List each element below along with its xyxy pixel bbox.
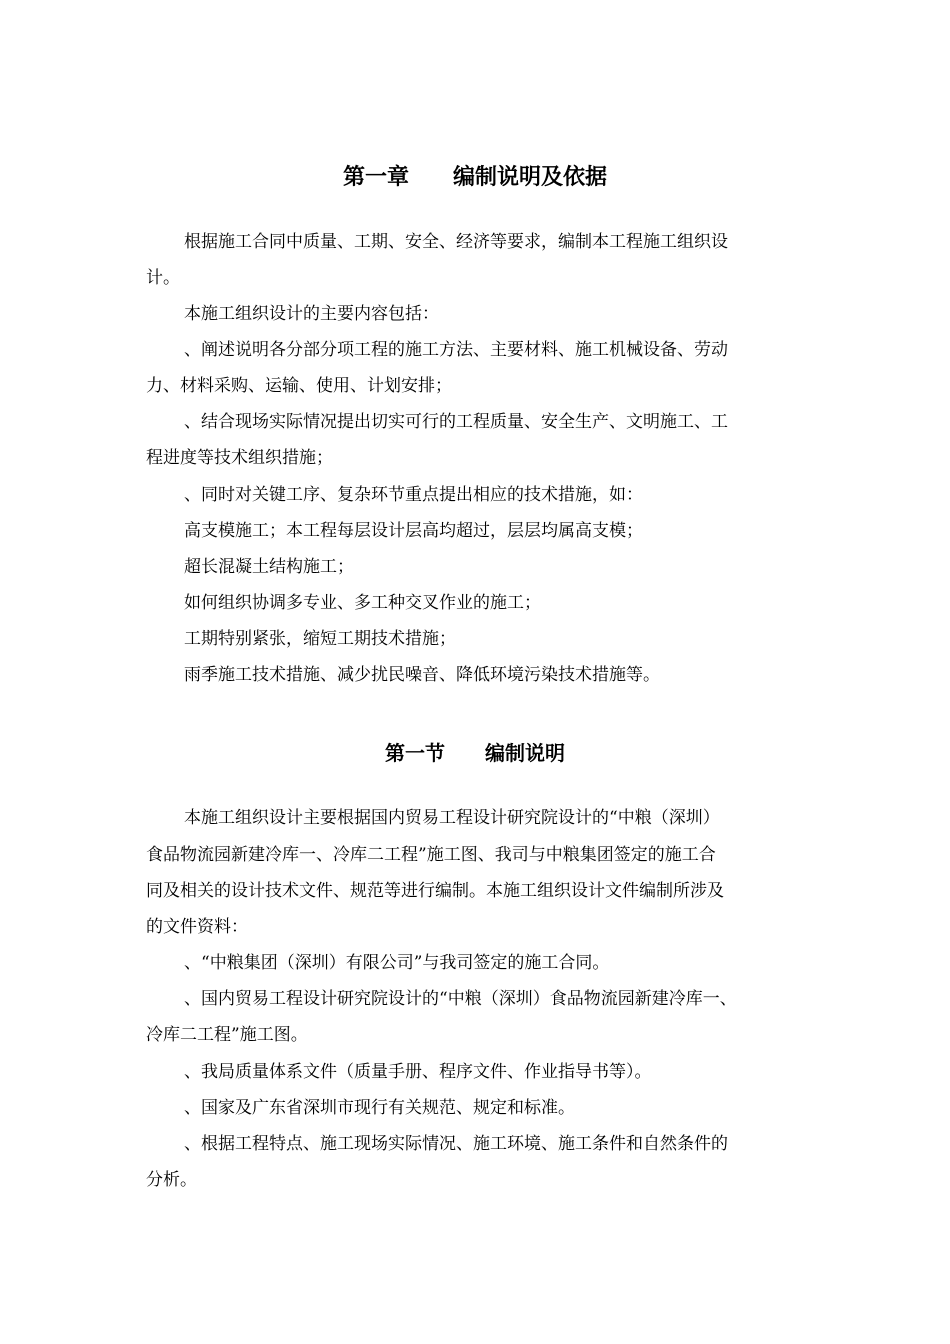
paragraph-line: 本施工组织设计主要根据国内贸易工程设计研究院设计的“中粮（深圳）: [184, 808, 720, 828]
list-item-line: 、国家及广东省深圳市现行有关规范、规定和标准。: [184, 1098, 575, 1118]
list-item-line: 、阐述说明各分部分项工程的施工方法、主要材料、施工机械设备、劳动: [184, 340, 728, 360]
paragraph-line: 的文件资料：: [146, 917, 248, 937]
paragraph-line: 食品物流园新建冷库一、冷库二工程”施工图、我司与中粮集团签定的施工合: [146, 845, 716, 865]
chapter-title: 第一章 编制说明及依据: [342, 164, 607, 190]
list-item-line: 如何组织协调多专业、多工种交叉作业的施工；: [184, 593, 541, 613]
list-item-line: 程进度等技术组织措施；: [146, 448, 333, 468]
list-item-line: 、我局质量体系文件（质量手册、程序文件、作业指导书等）。: [184, 1062, 652, 1082]
paragraph-line: 同及相关的设计技术文件、规范等进行编制。本施工组织设计文件编制所涉及: [146, 881, 724, 901]
list-item-line: 超长混凝土结构施工；: [184, 557, 354, 577]
list-item-line: 、根据工程特点、施工现场实际情况、施工环境、施工条件和自然条件的: [184, 1134, 728, 1154]
list-item-line: 、国内贸易工程设计研究院设计的“中粮（深圳）食品物流园新建冷库一、: [184, 989, 737, 1009]
paragraph-line: 根据施工合同中质量、工期、安全、经济等要求，编制本工程施工组织设: [184, 232, 728, 252]
list-item-line: 、“中粮集团（深圳）有限公司”与我司签定的施工合同。: [184, 953, 610, 973]
list-item-line: 、同时对关键工序、复杂环节重点提出相应的技术措施，如：: [184, 485, 643, 505]
list-item-line: 冷库二工程”施工图。: [146, 1025, 308, 1045]
paragraph-line: 计。: [146, 268, 180, 288]
list-item-line: 工期特别紧张，缩短工期技术措施；: [184, 629, 456, 649]
list-item-line: 、结合现场实际情况提出切实可行的工程质量、安全生产、文明施工、工: [184, 412, 728, 432]
list-item-line: 雨季施工技术措施、减少扰民噪音、降低环境污染技术措施等。: [184, 665, 660, 685]
paragraph-line: 本施工组织设计的主要内容包括：: [184, 304, 439, 324]
list-item-line: 分析。: [146, 1170, 197, 1190]
section-title: 第一节 编制说明: [385, 741, 565, 765]
list-item-line: 力、材料采购、运输、使用、计划安排；: [146, 376, 452, 396]
list-item-line: 高支模施工；本工程每层设计层高均超过，层层均属高支模；: [184, 521, 643, 541]
